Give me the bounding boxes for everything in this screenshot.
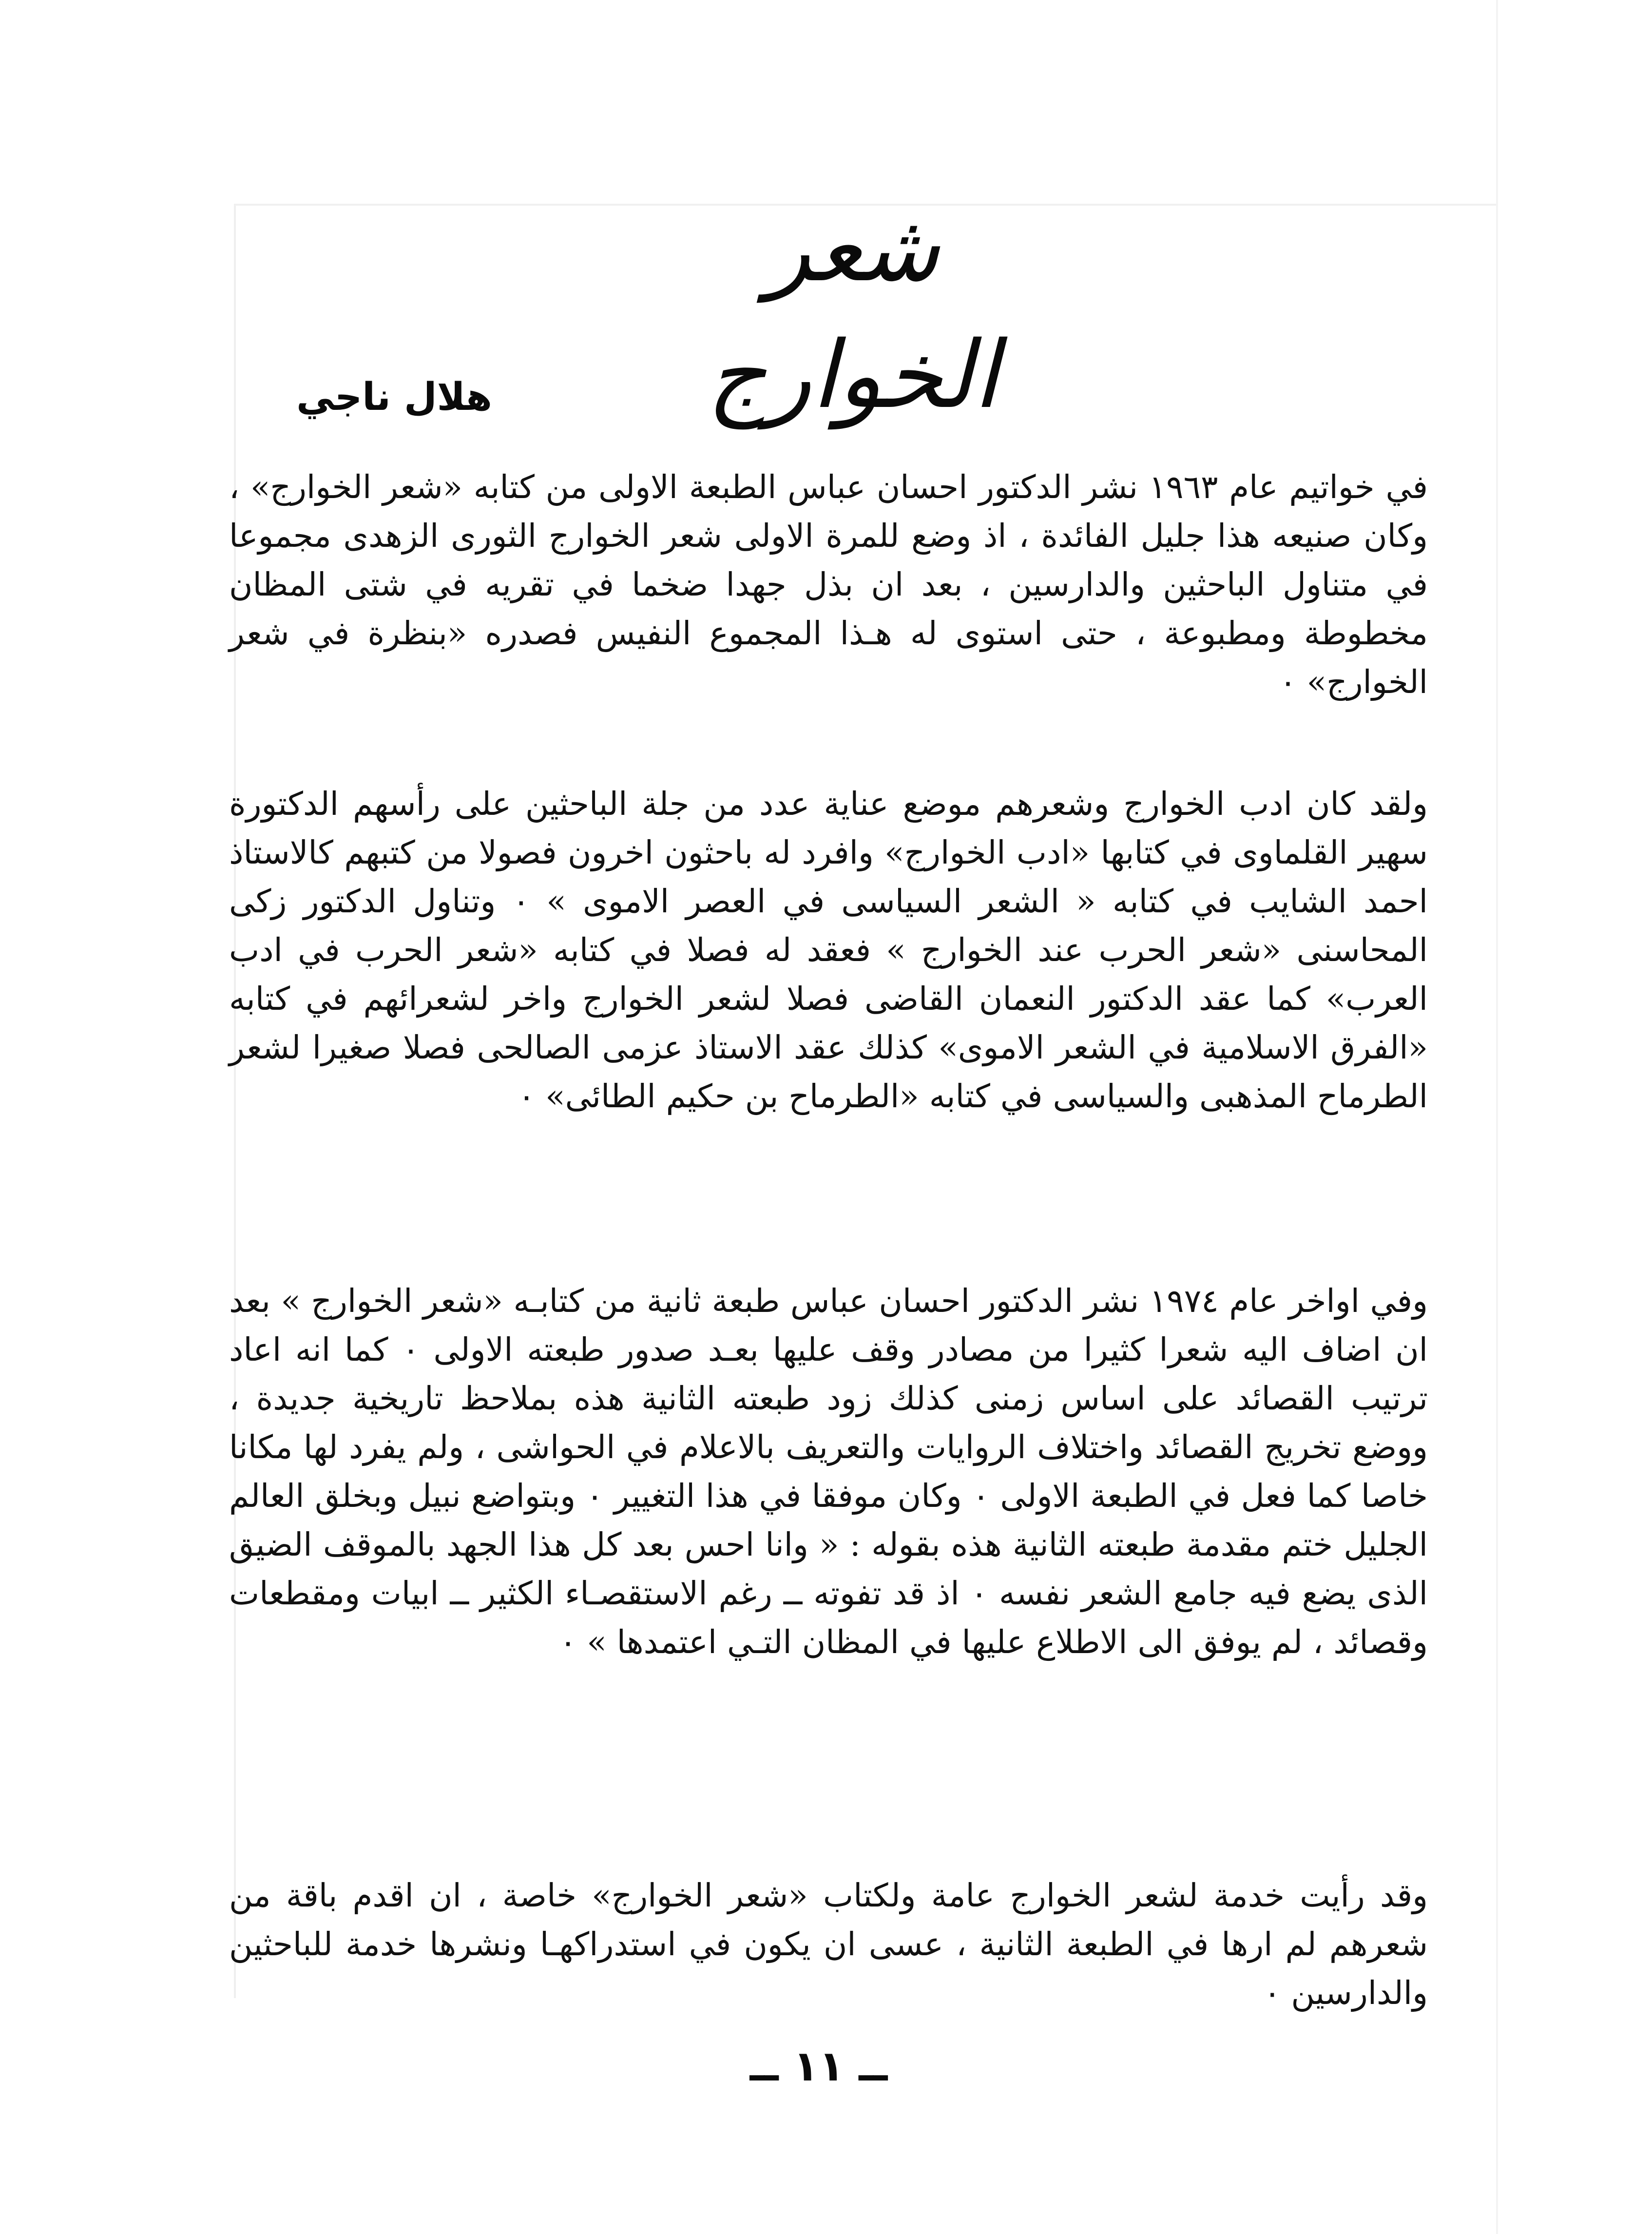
paragraph-4 (229, 1871, 1428, 2018)
paragraph-2 (229, 780, 1428, 1121)
scan-edge-right (1496, 0, 1498, 2234)
article-author: هلال ناجي (296, 375, 492, 419)
paragraph-text: وفي اواخر عام ١٩٧٤ نشر الدكتور احسان عباس طبعة ثانية من كتابـه «شعر الخوارج » بعد ان اضاف اليه شعرا كثيرا من مصادر وقف عليها بعـد صدور طبعته الاولى ٠ كما انه اعاد ترتيب القصائد على اساس زمنى كذلك زود طبعته الثانية هذه بملاحظ تاريخية جديدة ، ووضع تخريج القصائد واختلاف الروايات والتعريف بالاعلام في الحواشى ، ولم يفرد لها مكانا خاصا كما فعل في الطبعة الاولى ٠ وكان موفقا في هذا التغيير ٠ وبتواضع نبيل وبخلق العالم الجليل ختم مقدمة طبعته الثانية هذه بقوله : « وانا احس بعد كل هذا الجهد بالموقف الضيق الذى يضع فيه جامع الشعر نفسه ٠ اذ قد تفوته ــ رغم الاستقصـاء الكثير ــ ابيات ومقطعات وقصائد ، لم يوفق الى الاطلاع عليها في المظان التـي اعتمدها » ٠ (229, 1282, 1428, 1661)
paragraph-text: في خواتيم عام ١٩٦٣ نشر الدكتور احسان عباس الطبعة الاولى من كتابه «شعر الخوارج» ، وكان صنيعه هذا جليل الفائدة ، اذ وضع للمرة الاولى شعر الخوارج الثورى الزهدى مجموعا في متناول الباحثين والدارسين ، بعد ان بذل جهدا ضخما في تقريه في شتى المظان مخطوطة ومطبوعة ، حتى استوى له هـذا المجموع النفيس فصدره «بنظرة في شعر الخوارج» ٠ (229, 468, 1428, 701)
paragraph-1 (229, 463, 1428, 707)
article-title: شعر الخوارج (707, 194, 999, 429)
paragraph-3 (229, 1277, 1428, 1667)
page-number: ــ ١١ ــ (749, 2042, 888, 2091)
paragraph-text: وقد رأيت خدمة لشعر الخوارج عامة ولكتاب «شعر الخوارج» خاصة ، ان اقدم باقة من شعرهم لم ارها في الطبعة الثانية ، عسى ان يكون في استدراكهـا ونشرها خدمة للباحثين والدارسين ٠ (229, 1877, 1428, 2012)
paragraph-text: ولقد كان ادب الخوارج وشعرهم موضع عناية عدد من جلة الباحثين على رأسهم الدكتورة سهير القلماوى في كتابها «ادب الخوارج» وافرد له باحثون اخرون فصولا من كتبهم كالاستاذ احمد الشايب في كتابه « الشعر السياسى في العصر الاموى » ٠ وتناول الدكتور زكى المحاسنى «شعر الحرب عند الخوارج » فعقد له فصلا في كتابه «شعر الحرب في ادب العرب» كما عقد الدكتور النعمان القاضى فصلا لشعر الخوارج واخر لشعرائهم في كتابه «الفرق الاسلامية في الشعر الاموى» كذلك عقد الاستاذ عزمى الصالحى فصلا صغيرا لشعر الطرماح المذهبى والسياسى في كتابه «الطرماح بن حكيم الطائى» ٠ (229, 785, 1428, 1115)
